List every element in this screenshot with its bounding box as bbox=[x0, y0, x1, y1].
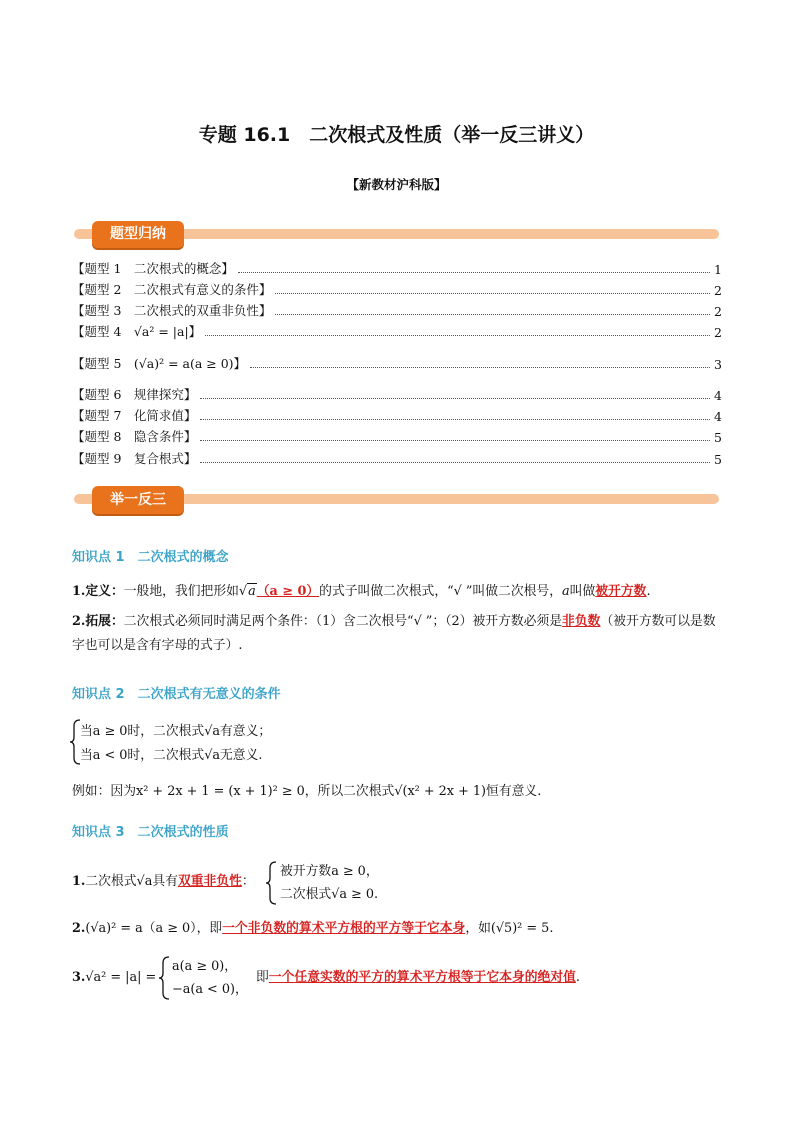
toc-item-label: 【题型 3 二次根式的双重非负性】 bbox=[72, 303, 272, 318]
p1-brace bbox=[264, 860, 278, 910]
p3-explanation bbox=[256, 966, 580, 990]
toc-item-page: 5 bbox=[714, 430, 722, 445]
kp2-case-1: 当a ≥ 0时，二次根式√a有意义； bbox=[80, 724, 272, 739]
kp1-definition: 1.定义：一般地，我们把形如√a（a ≥ 0）的式子叫做二次根式，“√ ”叫做二次根号，a叫做被开方数. bbox=[72, 584, 651, 599]
toc-item-page: 2 bbox=[714, 304, 722, 319]
toc-leader-dots bbox=[275, 293, 710, 294]
def-sqrt: a bbox=[248, 584, 256, 599]
p1-colon: ： bbox=[241, 874, 255, 889]
p2-lead: 2. bbox=[72, 921, 86, 936]
section-badge-examples: 举一反三 bbox=[92, 486, 184, 514]
def-label: 1.定义： bbox=[72, 584, 124, 599]
toc-item-page: 4 bbox=[714, 409, 722, 424]
p3-case-2: −a(a < 0)， bbox=[172, 982, 248, 997]
kp3-property-2 bbox=[72, 917, 722, 941]
toc-leader-dots bbox=[275, 314, 710, 315]
toc-item-label: 【题型 5 (√a)² = a(a ≥ 0)】 bbox=[72, 356, 247, 371]
toc-item-page: 2 bbox=[714, 283, 722, 298]
ext-text: （被开方数可以是数字也可以是含有字母的式子）. bbox=[72, 614, 716, 653]
toc-leader-dots bbox=[205, 335, 710, 336]
toc-item[interactable] bbox=[72, 259, 722, 277]
p1-text: 二次根式√a具有 bbox=[85, 874, 178, 889]
toc-leader-dots bbox=[200, 462, 710, 463]
brace-icon bbox=[264, 860, 278, 906]
toc-item[interactable] bbox=[72, 385, 722, 403]
toc-item-label: 【题型 9 复合根式】 bbox=[72, 451, 197, 466]
p3-brace bbox=[157, 955, 171, 1005]
p3-case-1: a(a ≥ 0)， bbox=[172, 959, 238, 974]
p1-highlight: 双重非负性 bbox=[177, 874, 242, 889]
def-text: 一般地，我们把形如 bbox=[123, 584, 239, 599]
def-condition: （a ≥ 0） bbox=[256, 584, 320, 599]
p3-end: . bbox=[575, 970, 580, 985]
toc-item[interactable] bbox=[72, 406, 722, 424]
kp3-property-1 bbox=[72, 870, 255, 894]
p1-lead: 1. bbox=[72, 874, 86, 889]
toc-item[interactable] bbox=[72, 280, 722, 298]
kp3-property-3 bbox=[72, 966, 156, 990]
kp3-heading: 知识点 3 二次根式的性质 bbox=[72, 825, 229, 840]
toc-leader-dots bbox=[250, 367, 710, 368]
def-highlight: 被开方数 bbox=[595, 584, 647, 599]
toc-item-label: 【题型 4 √a² = |a|】 bbox=[72, 324, 202, 339]
toc-item[interactable] bbox=[72, 427, 722, 445]
toc-leader-dots bbox=[200, 398, 710, 399]
p3-cases bbox=[172, 955, 248, 1001]
toc-leader-dots bbox=[238, 272, 710, 273]
kp2-example: 例如：因为x² + 2x + 1 = (x + 1)² ≥ 0，所以二次根式√(x² + 2x + 1)恒有意义. bbox=[72, 784, 542, 799]
kp2-case-2: 当a < 0时，二次根式√a无意义. bbox=[80, 748, 263, 763]
def-text: 叫做 bbox=[569, 584, 596, 599]
toc-leader-dots bbox=[200, 419, 710, 420]
kp1-heading: 知识点 1 二次根式的概念 bbox=[72, 550, 229, 565]
brace-icon bbox=[157, 955, 171, 1001]
p2-formula: (√a)² = a（a ≥ 0），即 bbox=[85, 921, 223, 936]
p3-lead: 3. bbox=[72, 970, 86, 985]
p1-case-1: 被开方数a ≥ 0， bbox=[280, 864, 379, 879]
toc-item-label: 【题型 6 规律探究】 bbox=[72, 387, 197, 402]
def-text: 的式子叫做二次根式，“√ ”叫做二次根号， bbox=[319, 584, 563, 599]
p1-case-2: 二次根式√a ≥ 0. bbox=[280, 887, 379, 902]
kp2-heading: 知识点 2 二次根式有无意义的条件 bbox=[72, 687, 281, 702]
toc-item-page: 2 bbox=[714, 325, 722, 340]
kp2-cases bbox=[80, 720, 271, 768]
toc-item-page: 3 bbox=[714, 357, 722, 372]
toc-item[interactable] bbox=[72, 322, 722, 340]
page-title: 专题 16.1 二次根式及性质（举一反三讲义） bbox=[198, 124, 595, 146]
ext-highlight: 非负数 bbox=[562, 614, 601, 629]
p2-highlight: 一个非负数的算术平方根的平方等于它本身 bbox=[222, 921, 466, 936]
p2-end: ，如(√5)² = 5. bbox=[465, 921, 554, 936]
toc-item-page: 5 bbox=[714, 452, 722, 467]
ext-text: 二次根式必须同时满足两个条件：（1）含二次根号“√ ”；（2）被开方数必须是 bbox=[123, 614, 563, 629]
p3-text: 即 bbox=[256, 970, 269, 985]
p3-highlight: 一个任意实数的平方的算术平方根等于它本身的绝对值 bbox=[268, 970, 576, 985]
toc-item[interactable] bbox=[72, 354, 722, 372]
toc-item-label: 【题型 1 二次根式的概念】 bbox=[72, 261, 234, 276]
toc-item-label: 【题型 7 化简求值】 bbox=[72, 408, 197, 423]
toc-item[interactable] bbox=[72, 301, 722, 319]
toc-leader-dots bbox=[200, 440, 710, 441]
toc-item-page: 1 bbox=[714, 262, 722, 277]
toc-item-label: 【题型 2 二次根式有意义的条件】 bbox=[72, 282, 272, 297]
def-var: a bbox=[562, 584, 570, 599]
p3-formula: √a² = |a| = bbox=[85, 970, 157, 985]
edition-label: 【新教材沪科版】 bbox=[346, 177, 447, 192]
kp1-extension bbox=[72, 610, 722, 658]
p1-cases bbox=[280, 860, 379, 906]
toc-item-label: 【题型 8 隐含条件】 bbox=[72, 429, 197, 444]
toc-item[interactable] bbox=[72, 449, 722, 467]
def-end: . bbox=[646, 584, 651, 599]
section-badge-types: 题型归纳 bbox=[92, 221, 184, 248]
toc-item-page: 4 bbox=[714, 388, 722, 403]
ext-label: 2.拓展： bbox=[72, 614, 124, 629]
